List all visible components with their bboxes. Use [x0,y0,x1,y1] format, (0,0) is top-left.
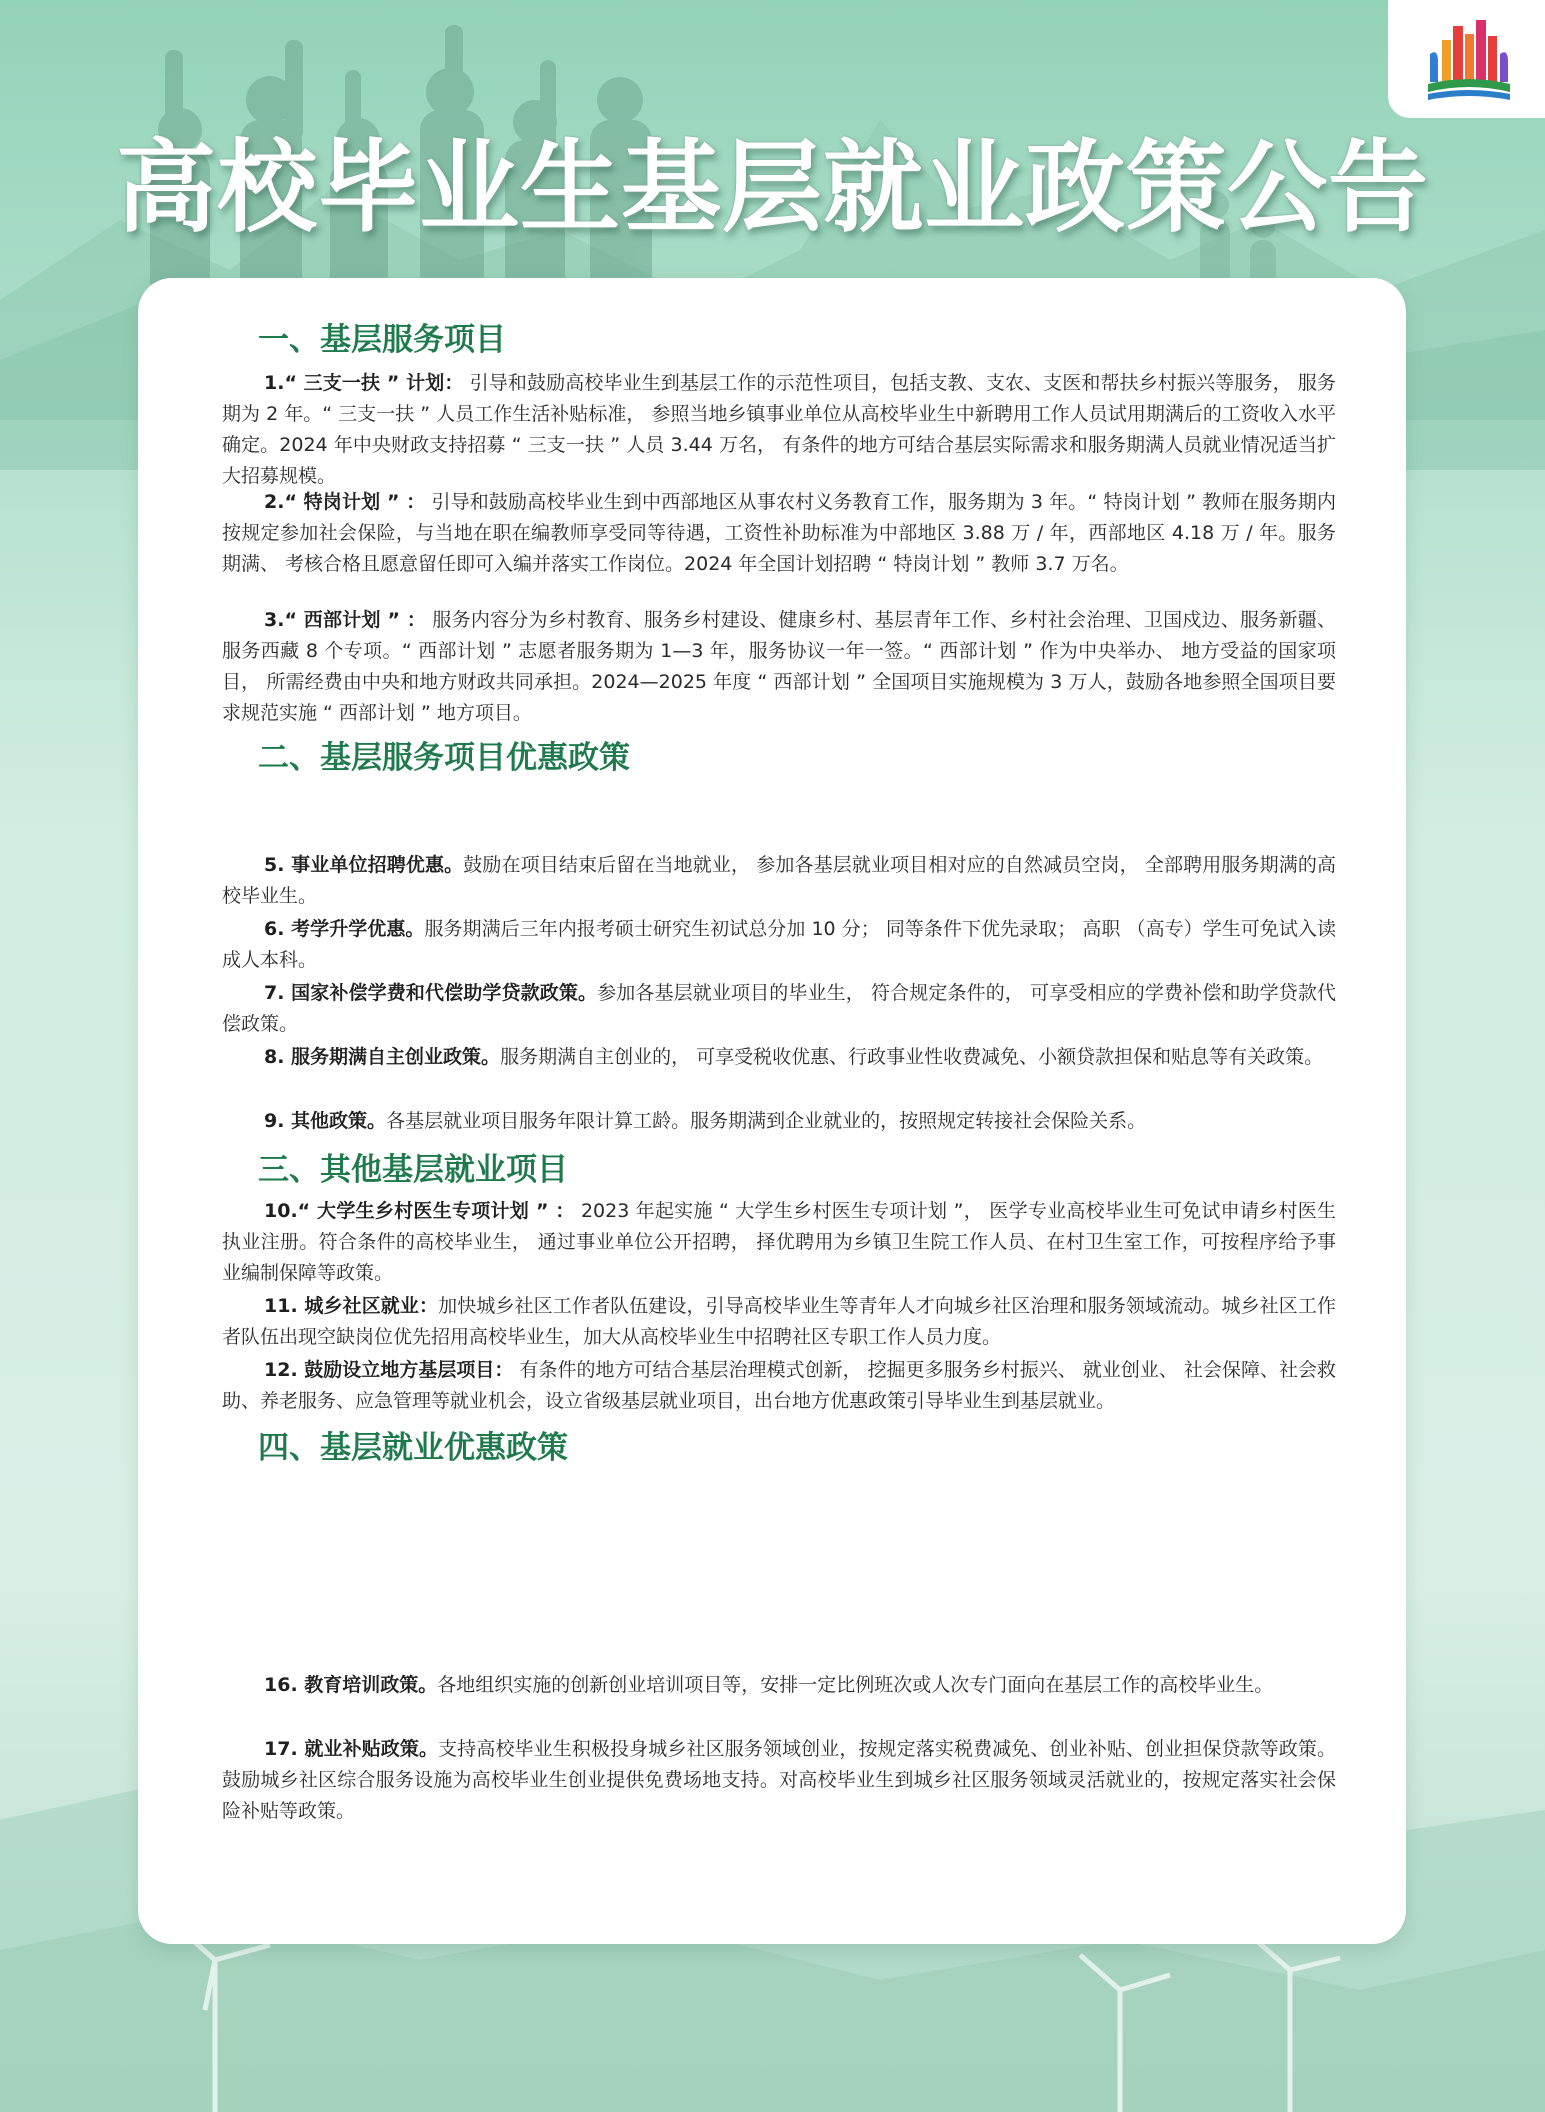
item-label: 17. 就业补贴政策。 [264,1738,439,1760]
item-text: 引导和鼓励高校毕业生到基层工作的示范性项目，包括支教、支农、支医和帮扶乡村振兴等服务， 服务期为 2 年。“ 三支一扶 ” 人员工作生活补贴标准， 参照当地乡镇事业单位从高校毕业生中新聘用工作人员试用期满后的工资收入水平确定。2024 年中央财政支持招募 “ 三支一扶 ” 人员 3.44 万名， 有条件的地方可结合基层实际需求和服务期满人员就业情况适当扩大招募规模。 [222,372,1336,487]
policy-item [222,368,1336,492]
item-text: 引导和鼓励高校毕业生到中西部地区从事农村义务教育工作，服务期为 3 年。“ 特岗计划 ” 教师在服务期内按规定参加社会保险，与当地在职在编教师享受同等待遇，工资性补助标准为中部地区 3.88 万 / 年，西部地区 4.18 万 / 年。服务期满、 考核合格且愿意留任即可入编并落实工作岗位。2024 年全国计划招聘 “ 特岗计划 ” 教师 3.7 万名。 [222,491,1336,575]
policy-item [222,1291,1336,1353]
policy-item [222,850,1336,912]
item-label: 11. 城乡社区就业： [264,1295,439,1317]
policy-item [222,1355,1336,1417]
item-text: 各基层就业项目服务年限计算工龄。服务期满到企业就业的，按照规定转接社会保险关系。 [386,1110,1147,1132]
item-label: 9. 其他政策。 [264,1110,387,1132]
section-heading: 三、其他基层就业项目 [258,1152,568,1188]
item-text: 有条件的地方可结合基层治理模式创新， 挖掘更多服务乡村振兴、 就业创业、 社会保障、社会救助、养老服务、应急管理等就业机会，设立省级基层就业项目，出台地方优惠政策引导毕业生到基层就业。 [222,1359,1336,1412]
policy-item [222,1670,1336,1701]
policy-item [222,1734,1336,1827]
item-text: 2023 年起实施 “ 大学生乡村医生专项计划 ”， 医学专业高校毕业生可免试申请乡村医生执业注册。符合条件的高校毕业生， 通过事业单位公开招聘， 择优聘用为乡镇卫生院工作人员、在村卫生室工作，可按程序给予事业编制保障等政策。 [222,1200,1336,1284]
item-label: 5. 事业单位招聘优惠。 [264,854,464,876]
policy-item [222,978,1336,1040]
content-card [138,278,1406,1944]
item-label: 8. 服务期满自主创业政策。 [264,1046,501,1068]
item-label: 16. 教育培训政策。 [264,1674,438,1696]
item-label: 6. 考学升学优惠。 [264,918,425,940]
item-text: 服务内容分为乡村教育、服务乡村建设、健康乡村、基层青年工作、乡村社会治理、卫国戍边、服务新疆、服务西藏 8 个专项。“ 西部计划 ” 志愿者服务期为 1—3 年，服务协议一年一签。“ 西部计划 ” 作为中央举办、 地方受益的国家项目， 所需经费由中央和地方财政共同承担。2024—2025 年度 “ 西部计划 ” 全国项目实施规模为 3 万人，鼓励各地参照全国项目要求规范实施 “ 西部计划 ” 地方项目。 [222,609,1336,724]
item-label: 10.“ 大学生乡村医生专项计划 ” ： [264,1200,575,1222]
item-label: 2.“ 特岗计划 ” ： [264,491,426,513]
item-label: 3.“ 西部计划 ” ： [264,609,427,631]
policy-item [222,914,1336,976]
policy-item [222,605,1336,729]
policy-item [222,1196,1336,1289]
section-heading: 二、基层服务项目优惠政策 [258,740,630,776]
item-text: 加快城乡社区工作者队伍建设，引导高校毕业生等青年人才向城乡社区治理和服务领域流动。城乡社区工作者队伍出现空缺岗位优先招用高校毕业生，加大从高校毕业生中招聘社区专职工作人员力度。 [222,1295,1336,1348]
page-title: 高校毕业生基层就业政策公告 [116,129,1429,246]
city-logo-icon [1426,12,1512,102]
section-heading: 一、基层服务项目 [258,322,506,358]
item-text: 支持高校毕业生积极投身城乡社区服务领域创业，按规定落实税费减免、创业补贴、创业担保贷款等政策。鼓励城乡社区综合服务设施为高校毕业生创业提供免费场地支持。对高校毕业生到城乡社区服务领域灵活就业的，按规定落实社会保险补贴等政策。 [222,1738,1336,1822]
item-text: 服务期满后三年内报考硕士研究生初试总分加 10 分； 同等条件下优先录取； 高职 （高专）学生可免试入读成人本科。 [222,918,1336,971]
policy-item [222,487,1336,580]
item-text: 参加各基层就业项目的毕业生， 符合规定条件的， 可享受相应的学费补偿和助学贷款代偿政策。 [222,982,1336,1035]
item-text: 各地组织实施的创新创业培训项目等，安排一定比例班次或人次专门面向在基层工作的高校毕业生。 [437,1674,1274,1696]
item-label: 12. 鼓励设立地方基层项目： [264,1359,514,1381]
policy-item [222,1106,1336,1137]
item-label: 1.“ 三支一扶 ” 计划： [264,372,464,394]
item-label: 7. 国家补偿学费和代偿助学贷款政策。 [264,982,598,1004]
logo [1388,0,1545,118]
section-heading: 四、基层就业优惠政策 [258,1430,568,1466]
item-text: 服务期满自主创业的， 可享受税收优惠、行政事业性收费减免、小额贷款担保和贴息等有关政策。 [500,1046,1324,1068]
policy-item [222,1042,1336,1073]
item-text: 鼓励在项目结束后留在当地就业， 参加各基层就业项目相对应的自然减员空岗， 全部聘用服务期满的高校毕业生。 [222,854,1336,907]
